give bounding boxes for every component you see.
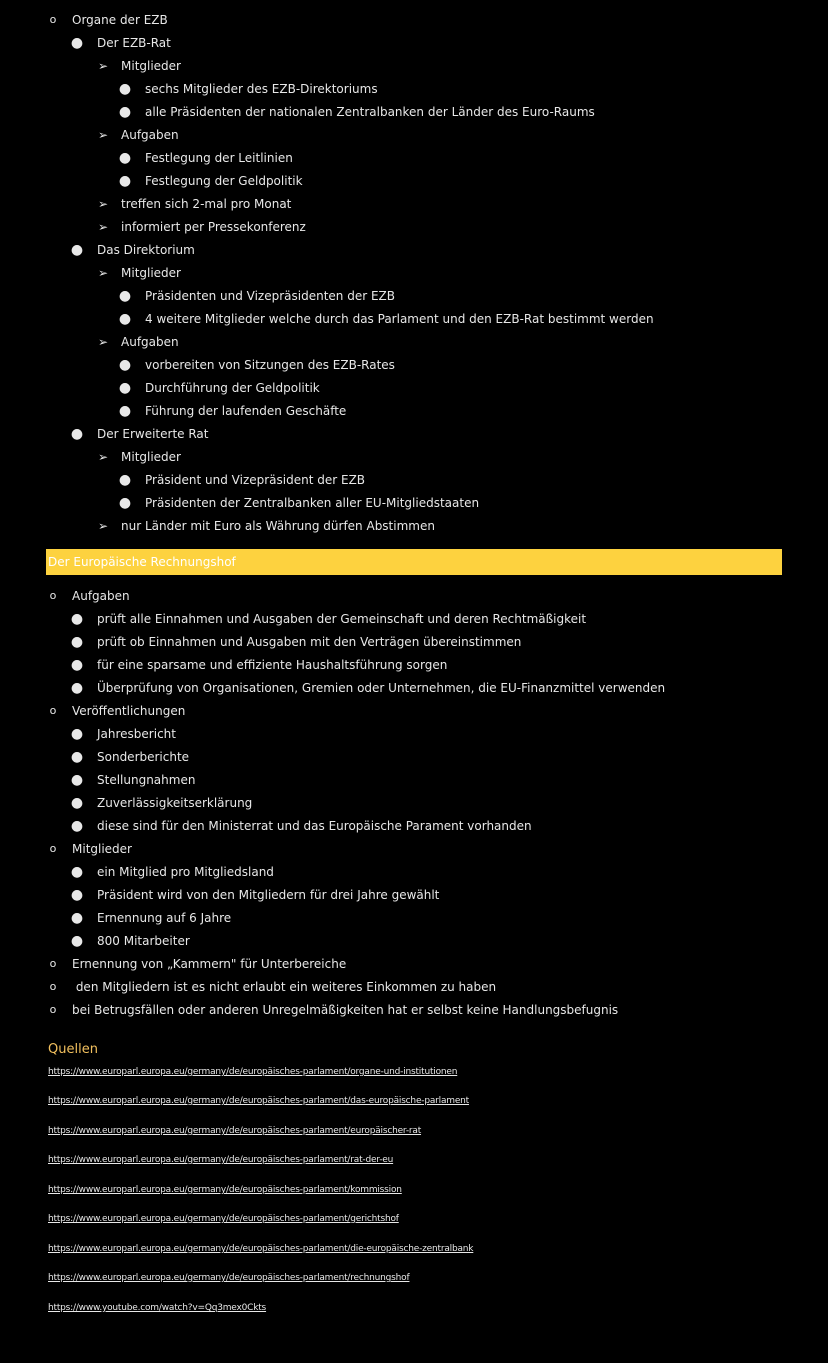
section-banner-rechnungshof: Der Europäische Rechnungshof — [46, 549, 782, 575]
rh-veroeffentlichungen: Veröffentlichungen — [72, 704, 186, 718]
list-item-text: Überprüfung von Organisationen, Gremien oder Unternehmen, die EU-Finanzmittel verwenden — [97, 681, 666, 695]
arrow-bullet-icon: ➢ — [97, 128, 109, 142]
list-item-text: prüft ob Einnahmen und Ausgaben mit den Verträgen übereinstimmen — [97, 635, 522, 649]
arrow-bullet-icon: ➢ — [97, 59, 109, 73]
ezb-rat-mitglieder: Mitglieder — [121, 59, 181, 73]
circle-bullet-icon: o — [49, 589, 57, 602]
bullet-icon: ● — [70, 426, 84, 442]
direktorium-title: Das Direktorium — [97, 243, 195, 257]
erweiterte-rat-title: Der Erweiterte Rat — [97, 427, 209, 441]
list-item-text: Ernennung von „Kammern" für Unterbereiche — [72, 957, 347, 971]
bullet-icon: ● — [70, 772, 84, 788]
bullet-icon: ● — [118, 104, 132, 120]
list-item-text: diese sind für den Ministerrat und das Europäische Parament vorhanden — [97, 819, 532, 833]
list-item-text: Präsidenten und Vizepräsidenten der EZB — [145, 289, 396, 303]
source-link[interactable]: https://www.europarl.europa.eu/germany/de/europäisches-parlament/das-europäische-parlament — [48, 1096, 470, 1106]
list-item-text: informiert per Pressekonferenz — [121, 220, 306, 234]
erweiterte-rat-mitglieder: Mitglieder — [121, 450, 181, 464]
bullet-icon: ● — [70, 864, 84, 880]
arrow-bullet-icon: ➢ — [97, 220, 109, 234]
bullet-icon: ● — [118, 403, 132, 419]
list-item-text: Zuverlässigkeitserklärung — [97, 796, 253, 810]
circle-bullet-icon: o — [49, 13, 57, 26]
list-item-text: Präsidenten der Zentralbanken aller EU-Mitgliedstaaten — [145, 496, 480, 510]
list-item-text: vorbereiten von Sitzungen des EZB-Rates — [145, 358, 395, 372]
bullet-icon: ● — [70, 726, 84, 742]
list-item-text: prüft alle Einnahmen und Ausgaben der Gemeinschaft und deren Rechtmäßigkeit — [97, 612, 587, 626]
list-item-text: 800 Mitarbeiter — [97, 934, 190, 948]
bullet-icon: ● — [70, 910, 84, 926]
source-link[interactable]: https://www.europarl.europa.eu/germany/de/europäisches-parlament/kommission — [48, 1185, 402, 1195]
arrow-bullet-icon: ➢ — [97, 519, 109, 533]
list-item-text: alle Präsidenten der nationalen Zentralbanken der Länder des Euro-Raums — [145, 105, 595, 119]
rh-aufgaben: Aufgaben — [72, 589, 130, 603]
arrow-bullet-icon: ➢ — [97, 266, 109, 280]
source-link[interactable]: https://www.europarl.europa.eu/germany/de/europäisches-parlament/rechnungshof — [48, 1273, 410, 1283]
bullet-icon: ● — [118, 472, 132, 488]
bullet-icon: ● — [118, 288, 132, 304]
list-item-text: ein Mitglied pro Mitgliedsland — [97, 865, 274, 879]
source-link[interactable]: https://www.europarl.europa.eu/germany/de/europäisches-parlament/die-europäische-zentralbank — [48, 1244, 474, 1254]
list-item-text: Stellungnahmen — [97, 773, 196, 787]
list-item-text: Präsident und Vizepräsident der EZB — [145, 473, 366, 487]
list-item-text: Festlegung der Geldpolitik — [145, 174, 303, 188]
list-item-text: sechs Mitglieder des EZB-Direktoriums — [145, 82, 378, 96]
source-link[interactable]: https://www.europarl.europa.eu/germany/de/europäisches-parlament/organe-und-institutionen — [48, 1067, 458, 1077]
bullet-icon: ● — [70, 818, 84, 834]
arrow-bullet-icon: ➢ — [97, 335, 109, 349]
ezb-rat-title: Der EZB-Rat — [97, 36, 171, 50]
bullet-icon: ● — [118, 380, 132, 396]
list-item-text: Jahresbericht — [97, 727, 176, 741]
rh-mitglieder: Mitglieder — [72, 842, 132, 856]
sources-heading: Quellen — [48, 1042, 98, 1057]
list-item-text: Durchführung der Geldpolitik — [145, 381, 320, 395]
list-item-text: Sonderberichte — [97, 750, 190, 764]
bullet-icon: ● — [118, 357, 132, 373]
bullet-icon: ● — [118, 150, 132, 166]
bullet-icon: ● — [70, 242, 84, 258]
list-item-text: Führung der laufenden Geschäfte — [145, 404, 347, 418]
source-link[interactable]: https://www.europarl.europa.eu/germany/de/europäisches-parlament/rat-der-eu — [48, 1155, 394, 1165]
bullet-icon: ● — [70, 634, 84, 650]
list-item-text: für eine sparsame und effiziente Haushaltsführung sorgen — [97, 658, 448, 672]
arrow-bullet-icon: ➢ — [97, 197, 109, 211]
bullet-icon: ● — [118, 173, 132, 189]
circle-bullet-icon: o — [49, 1003, 57, 1016]
bullet-icon: ● — [70, 887, 84, 903]
source-link[interactable]: https://www.youtube.com/watch?v=Qq3mex0Ckts — [48, 1303, 267, 1313]
bullet-icon: ● — [118, 311, 132, 327]
source-link[interactable]: https://www.europarl.europa.eu/germany/de/europäisches-parlament/europäischer-rat — [48, 1126, 422, 1136]
bullet-icon: ● — [70, 611, 84, 627]
bullet-icon: ● — [70, 749, 84, 765]
list-item-text: Festlegung der Leitlinien — [145, 151, 293, 165]
circle-bullet-icon: o — [49, 704, 57, 717]
list-item-text: bei Betrugsfällen oder anderen Unregelmäßigkeiten hat er selbst keine Handlungsbefugnis — [72, 1003, 619, 1017]
bullet-icon: ● — [70, 657, 84, 673]
list-item-text: Präsident wird von den Mitgliedern für drei Jahre gewählt — [97, 888, 440, 902]
list-item-text: Ernennung auf 6 Jahre — [97, 911, 232, 925]
arrow-bullet-icon: ➢ — [97, 450, 109, 464]
circle-bullet-icon: o — [49, 957, 57, 970]
source-link[interactable]: https://www.europarl.europa.eu/germany/de/europäisches-parlament/gerichtshof — [48, 1214, 399, 1224]
bullet-icon: ● — [70, 680, 84, 696]
bullet-icon: ● — [70, 35, 84, 51]
list-item-text: nur Länder mit Euro als Währung dürfen Abstimmen — [121, 519, 435, 533]
list-item-text: den Mitgliedern ist es nicht erlaubt ein weiteres Einkommen zu haben — [72, 980, 497, 994]
list-item-text: 4 weitere Mitglieder welche durch das Parlament und den EZB-Rat bestimmt werden — [145, 312, 654, 326]
direktorium-aufgaben: Aufgaben — [121, 335, 179, 349]
bullet-icon: ● — [70, 795, 84, 811]
circle-bullet-icon: o — [49, 842, 57, 855]
circle-bullet-icon: o — [49, 980, 57, 993]
bullet-icon: ● — [70, 933, 84, 949]
bullet-icon: ● — [118, 495, 132, 511]
direktorium-mitglieder: Mitglieder — [121, 266, 181, 280]
bullet-icon: ● — [118, 81, 132, 97]
list-item-text: treffen sich 2-mal pro Monat — [121, 197, 292, 211]
heading-organe-ezb: Organe der EZB — [72, 13, 168, 27]
ezb-rat-aufgaben: Aufgaben — [121, 128, 179, 142]
